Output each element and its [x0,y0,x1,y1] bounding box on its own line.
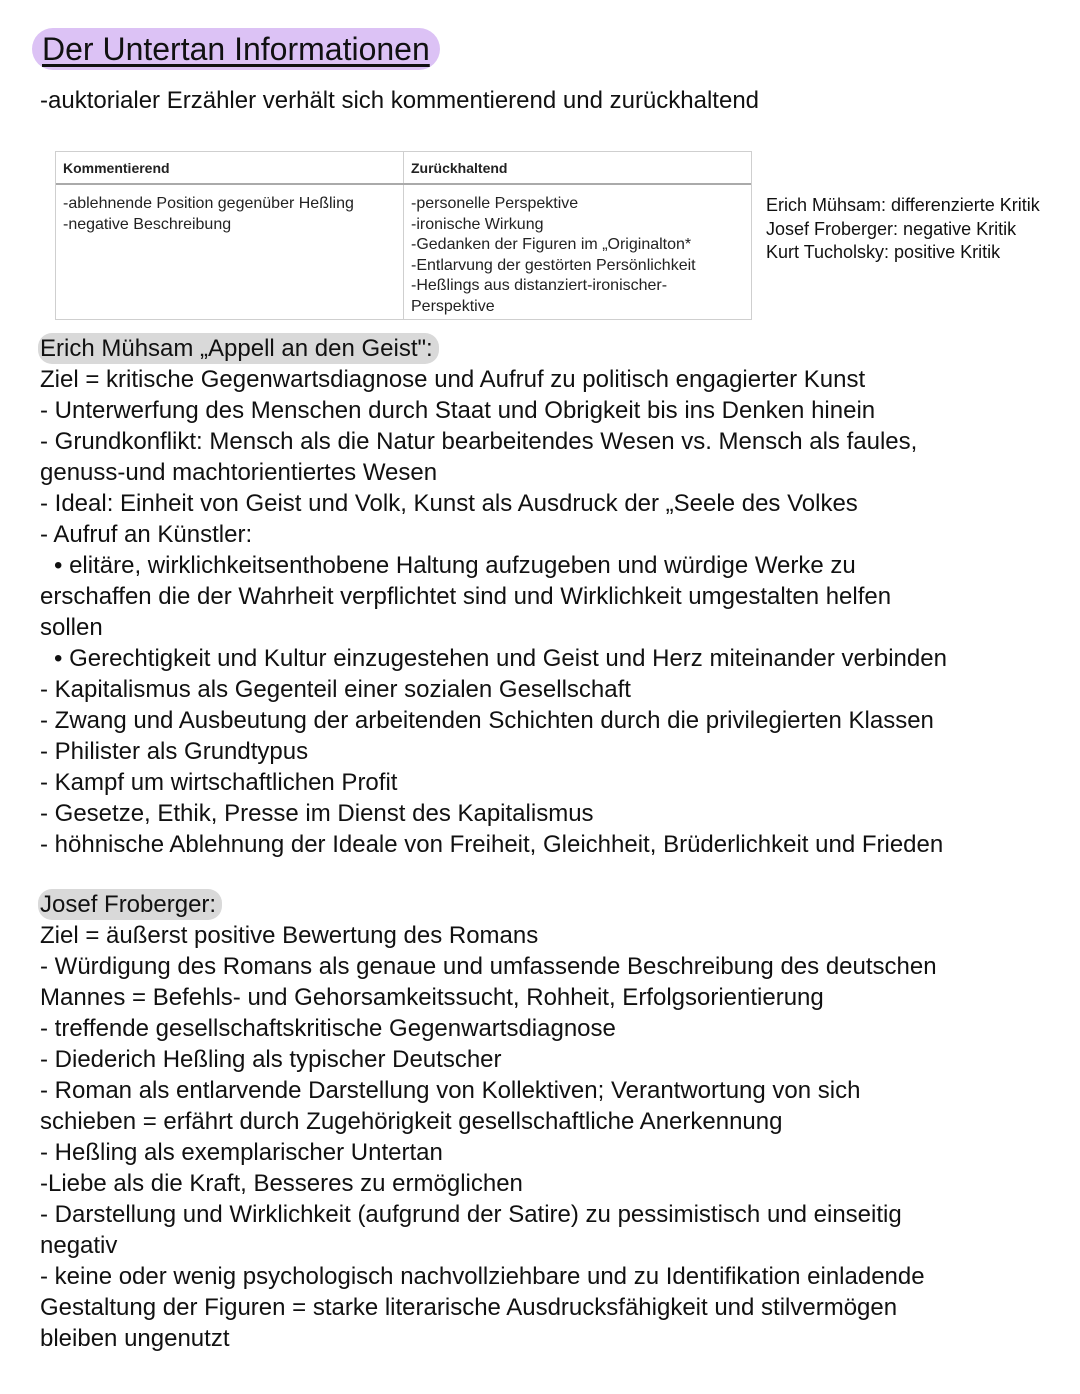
table-cell-line: -negative Beschreibung [63,215,232,233]
column-divider [403,152,404,319]
froberger-section [40,889,1060,1354]
froberger-heading: Josef Froberger: [38,889,222,920]
muehsam-line: - höhnische Ablehnung der Ideale von Freiheit, Gleichheit, Brüderlichkeit und Frieden [40,831,944,858]
muehsam-line: sollen [40,614,103,641]
muehsam-line: - Ideal: Einheit von Geist und Volk, Kunst als Ausdruck der „Seele des Volkes [40,490,858,517]
table-cell-line: Perspektive [411,297,495,315]
muehsam-bullet: • elitäre, wirklichkeitsenthobene Haltung aufzugeben und würdige Werke zu [54,552,856,579]
table-cell-kommentierend [63,194,354,235]
muehsam-line: - Unterwerfung des Menschen durch Staat und Obrigkeit bis ins Denken hinein [40,397,876,424]
froberger-line: - Würdigung des Romans als genaue und umfassende Beschreibung des deutschen [40,953,937,980]
table-cell-line: -personelle Perspektive [411,195,579,212]
narrator-table [55,151,752,320]
page-title: Der Untertan Informationen [32,28,440,70]
muehsam-line: erschaffen die der Wahrheit verpflichtet sind und Wirklichkeit umgestalten helfen [40,583,892,610]
froberger-line: negativ [40,1232,118,1259]
table-cell-line: -ironische Wirkung [411,215,544,233]
muehsam-heading: Erich Mühsam „Appell an den Geist": [38,333,439,364]
muehsam-line: Ziel = kritische Gegenwartsdiagnose und Aufruf zu politisch engagierter Kunst [40,366,866,393]
muehsam-line: - Grundkonflikt: Mensch als die Natur bearbeitendes Wesen vs. Mensch als faules, [40,428,918,455]
muehsam-line: - Kapitalismus als Gegenteil einer sozialen Gesellschaft [40,676,631,703]
side-note: Erich Mühsam: differenzierte Kritik [766,195,1040,215]
froberger-line: Ziel = äußerst positive Bewertung des Romans [40,922,539,949]
froberger-line: - Darstellung und Wirklichkeit (aufgrund der Satire) zu pessimistisch und einseitig [40,1201,902,1228]
critique-overview [766,194,1040,265]
table-header-zurueckhaltend: Zurückhaltend [411,160,508,176]
froberger-line: - Diederich Heßling als typischer Deutscher [40,1046,502,1073]
froberger-line: bleiben ungenutzt [40,1325,230,1352]
side-note: Kurt Tucholsky: positive Kritik [766,242,1001,262]
froberger-line: - keine oder wenig psychologisch nachvollziehbare und zu Identifikation einladende [40,1263,925,1290]
froberger-line: - Heßling als exemplarischer Untertan [40,1139,443,1166]
muehsam-section [40,333,1060,860]
froberger-line: - treffende gesellschaftskritische Gegenwartsdiagnose [40,1015,616,1042]
froberger-line: Mannes = Befehls- und Gehorsamkeitssucht, Rohheit, Erfolgsorientierung [40,984,824,1011]
muehsam-line: - Aufruf an Künstler: [40,521,253,548]
muehsam-bullet: • Gerechtigkeit und Kultur einzugestehen und Geist und Herz miteinander verbinden [54,645,947,672]
muehsam-line: - Philister als Grundtypus [40,738,309,765]
muehsam-line: genuss-und machtorientiertes Wesen [40,459,438,486]
table-cell-line: -ablehnende Position gegenüber Heßling [63,195,354,212]
narrator-summary: -auktorialer Erzähler verhält sich kommentierend und zurückhaltend [40,87,760,114]
side-note: Josef Froberger: negative Kritik [766,218,1017,239]
froberger-line: Gestaltung der Figuren = starke literarische Ausdrucksfähigkeit und stilvermögen [40,1294,898,1321]
header-divider [56,183,751,185]
table-cell-zurueckhaltend [411,194,696,317]
froberger-line: - Roman als entlarvende Darstellung von Kollektiven; Verantwortung von sich [40,1077,861,1104]
table-cell-line: -Gedanken der Figuren im „Originalton* [411,236,692,253]
table-header-kommentierend: Kommentierend [63,160,170,176]
muehsam-line: - Gesetze, Ethik, Presse im Dienst des Kapitalismus [40,800,594,827]
table-cell-line: -Heßlings aus distanziert-ironischer- [411,277,668,294]
table-cell-line: -Entlarvung der gestörten Persönlichkeit [411,256,696,274]
froberger-line: -Liebe als die Kraft, Besseres zu ermöglichen [40,1170,523,1197]
froberger-line: schieben = erfährt durch Zugehörigkeit gesellschaftliche Anerkennung [40,1108,783,1135]
muehsam-line: - Kampf um wirtschaftlichen Profit [40,769,398,796]
muehsam-line: - Zwang und Ausbeutung der arbeitenden Schichten durch die privilegierten Klassen [40,707,934,734]
